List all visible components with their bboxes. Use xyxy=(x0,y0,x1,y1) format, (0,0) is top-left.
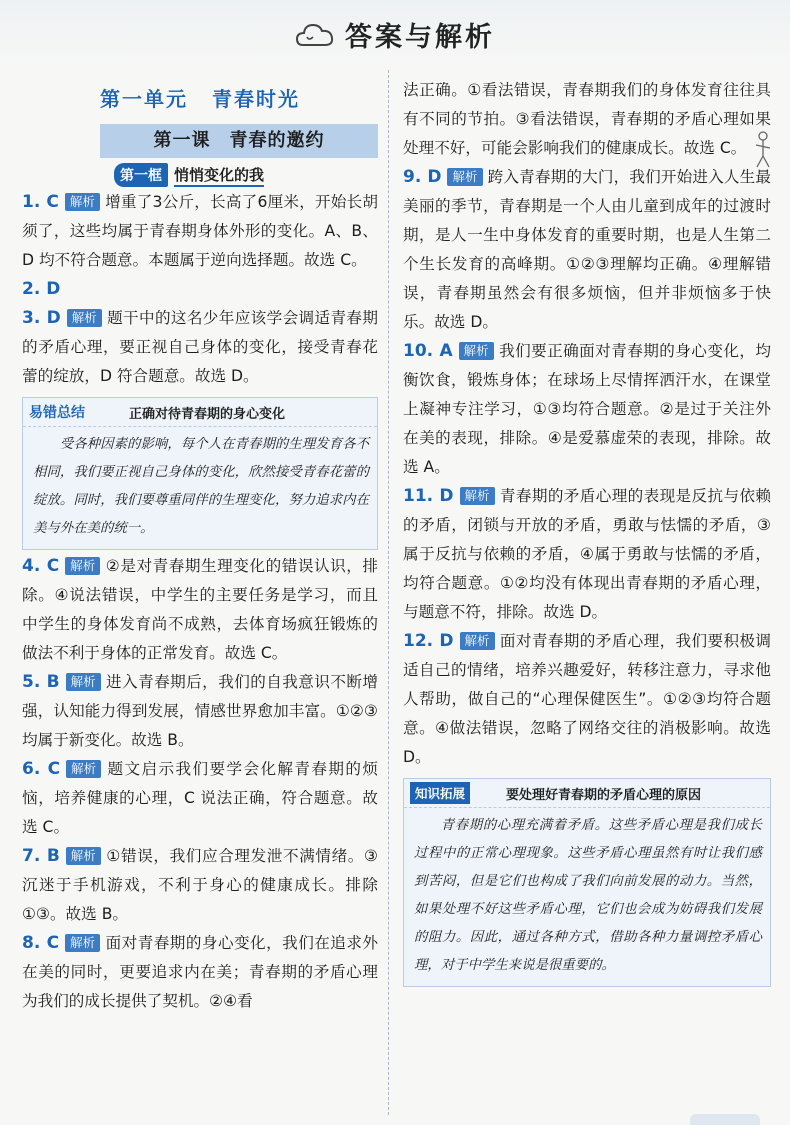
answer-item xyxy=(22,668,378,755)
box-header xyxy=(404,779,770,808)
analysis-badge: 解析 xyxy=(460,632,495,650)
knowledge-body: 青春期的心理充满着矛盾。这些矛盾心理是我们成长过程中的正常心理现象。这些矛盾心理虽然有时让我们感到苦闷，但是它们也构成了我们向前发展的动力。当然，如果处理不好这些矛盾心理，它们也会成为妨碍我们发展的阻力。因此，通过各种方式，借助各种力量调控矛盾心理，对于中学生来说是很重要的。 xyxy=(414,818,762,973)
analysis-badge: 解析 xyxy=(65,193,100,211)
unit-number: 第一单元 xyxy=(100,87,188,111)
answer-item xyxy=(22,929,378,1016)
answer-item xyxy=(403,482,771,627)
analysis-badge: 解析 xyxy=(66,847,101,865)
analysis-badge: 解析 xyxy=(67,309,102,327)
answer-text: 增重了3公斤，长高了6厘米，开始长胡须了，这些均属于青春期身体外形的变化。A、B、D 均不符合题意。本题属于逆向选择题。故选 C。 xyxy=(22,193,378,269)
error-summary-box xyxy=(22,397,378,550)
analysis-badge: 解析 xyxy=(66,673,101,691)
answer-item xyxy=(403,163,771,337)
answer-number: 3. D xyxy=(22,308,61,328)
analysis-badge: 解析 xyxy=(459,342,494,360)
answer-list xyxy=(22,188,378,391)
analysis-badge: 解析 xyxy=(65,557,100,575)
answer-item xyxy=(22,842,378,929)
page-header xyxy=(270,12,520,56)
answer-item xyxy=(22,552,378,668)
answer-number: 5. B xyxy=(22,672,60,692)
answer-text: 进入青春期后，我们的自我意识不断增强，认知能力得到发展，情感世界愈加丰富。①②③均属于新变化。故选 B。 xyxy=(22,673,378,749)
figure-doodle-icon xyxy=(754,130,772,170)
analysis-badge: 解析 xyxy=(447,168,482,186)
frame-title: 悄悄变化的我 xyxy=(174,164,264,187)
answer-item xyxy=(403,627,771,772)
error-summary-tag: 易错总结 xyxy=(29,405,85,421)
frame-heading xyxy=(114,162,378,188)
answer-text: ②是对青春期生理变化的错误认识，排除。④说法错误，中学生的主要任务是学习，而且中学生的身体发育尚不成熟，去体育场疯狂锻炼的做法不利于身体的正常发育。故选 C。 xyxy=(22,557,378,662)
error-summary-title: 正确对待青春期的身心变化 xyxy=(129,406,286,422)
answer-continuation: 法正确。①看法错误，青春期我们的身体发育往往具有不同的节拍。③看法错误，青春期的矛盾心理如果处理不好，可能会影响我们的健康成长。故选 C。 xyxy=(403,81,771,157)
unit-name: 青春时光 xyxy=(212,87,300,111)
left-column xyxy=(22,76,378,1016)
analysis-badge: 解析 xyxy=(66,760,101,778)
answer-number: 1. C xyxy=(22,192,59,212)
analysis-badge: 解析 xyxy=(460,487,495,505)
answer-item xyxy=(22,755,378,842)
frame-label: 第一框 xyxy=(114,163,168,187)
answer-text: 跨入青春期的大门，我们开始进入人生最美丽的季节，青春期是一个人由儿童到成年的过渡时期，是人一生中身体发育的重要时期，也是人生第二个生长发育的高峰期。①②③理解均正确。④理解错误，青春期虽然会有很多烦恼，但并非烦恼多于快乐。故选 D。 xyxy=(403,168,771,331)
answer-text: 面对青春期的身心变化，我们在追求外在美的同时，更要追求内在美；青春期的矛盾心理为我们的成长提供了契机。②④看 xyxy=(22,934,378,1010)
answer-text: 青春期的矛盾心理的表现是反抗与依赖的矛盾，闭锁与开放的矛盾，勇敢与怯懦的矛盾，③属于反抗与依赖的矛盾，④属于勇敢与怯懦的矛盾，均符合题意。①②均没有体现出青春期的矛盾心理，与题意不符，排除。故选 D。 xyxy=(403,487,771,621)
footer-tab xyxy=(690,1114,760,1125)
right-column xyxy=(403,76,771,989)
cloud-icon xyxy=(295,17,335,51)
answer-number: 10. A xyxy=(403,341,453,361)
lesson-title: 第一课 青春的邀约 xyxy=(100,124,378,158)
knowledge-tag: 知识拓展 xyxy=(410,782,470,804)
knowledge-title: 要处理好青春期的矛盾心理的原因 xyxy=(506,787,702,803)
error-summary-body: 受各种因素的影响，每个人在青春期的生理发育各不相同，我们要正视自己身体的变化，欣然接受青春花蕾的绽放。同时，我们要尊重同伴的生理变化，努力追求内在美与外在美的统一。 xyxy=(33,437,369,536)
knowledge-box xyxy=(403,778,771,987)
unit-title xyxy=(22,76,378,118)
answer-number: 9. D xyxy=(403,167,442,187)
analysis-badge: 解析 xyxy=(65,934,100,952)
answer-list xyxy=(403,163,771,772)
answer-item xyxy=(22,304,378,391)
answer-number: 2. D xyxy=(22,279,61,299)
answer-number: 7. B xyxy=(22,846,60,866)
answer-number: 4. C xyxy=(22,556,60,576)
box-header xyxy=(23,398,377,427)
answer-text: 题干中的这名少年应该学会调适青春期的矛盾心理，要正视自己身体的变化，接受青春花蕾的绽放，D 符合题意。故选 D。 xyxy=(22,309,378,385)
answer-text: 我们要正确面对青春期的身心变化，均衡饮食，锻炼身体；在球场上尽情挥洒汗水，在课堂上凝神专注学习，①③均符合题意。②是过于关注外在美的表现，排除。④是爱慕虚荣的表现，排除。故选 A。 xyxy=(403,342,771,476)
answer-item xyxy=(403,337,771,482)
answer-number: 11. D xyxy=(403,486,454,506)
answer-item xyxy=(22,188,378,275)
answer-text: 面对青春期的矛盾心理，我们要积极调适自己的情绪，培养兴趣爱好，转移注意力，寻求他人帮助，做自己的“心理保健医生”。①②③均符合题意。④做法错误，忽略了网络交往的消极影响。故选 D。 xyxy=(403,632,771,766)
answer-list xyxy=(22,552,378,1016)
answer-text: ①错误，我们应合理发泄不满情绪。③沉迷于手机游戏，不利于身心的健康成长。排除①③。故选 B。 xyxy=(22,847,378,923)
header-title: 答案与解析 xyxy=(345,21,495,53)
answer-text: 题文启示我们要学会化解青春期的烦恼，培养健康的心理，C 说法正确，符合题意。故选 C。 xyxy=(22,760,378,836)
column-divider xyxy=(388,70,389,1115)
answer-number: 6. C xyxy=(22,759,61,779)
answer-item xyxy=(22,275,378,304)
answer-number: 8. C xyxy=(22,933,60,953)
answer-number: 12. D xyxy=(403,631,454,651)
